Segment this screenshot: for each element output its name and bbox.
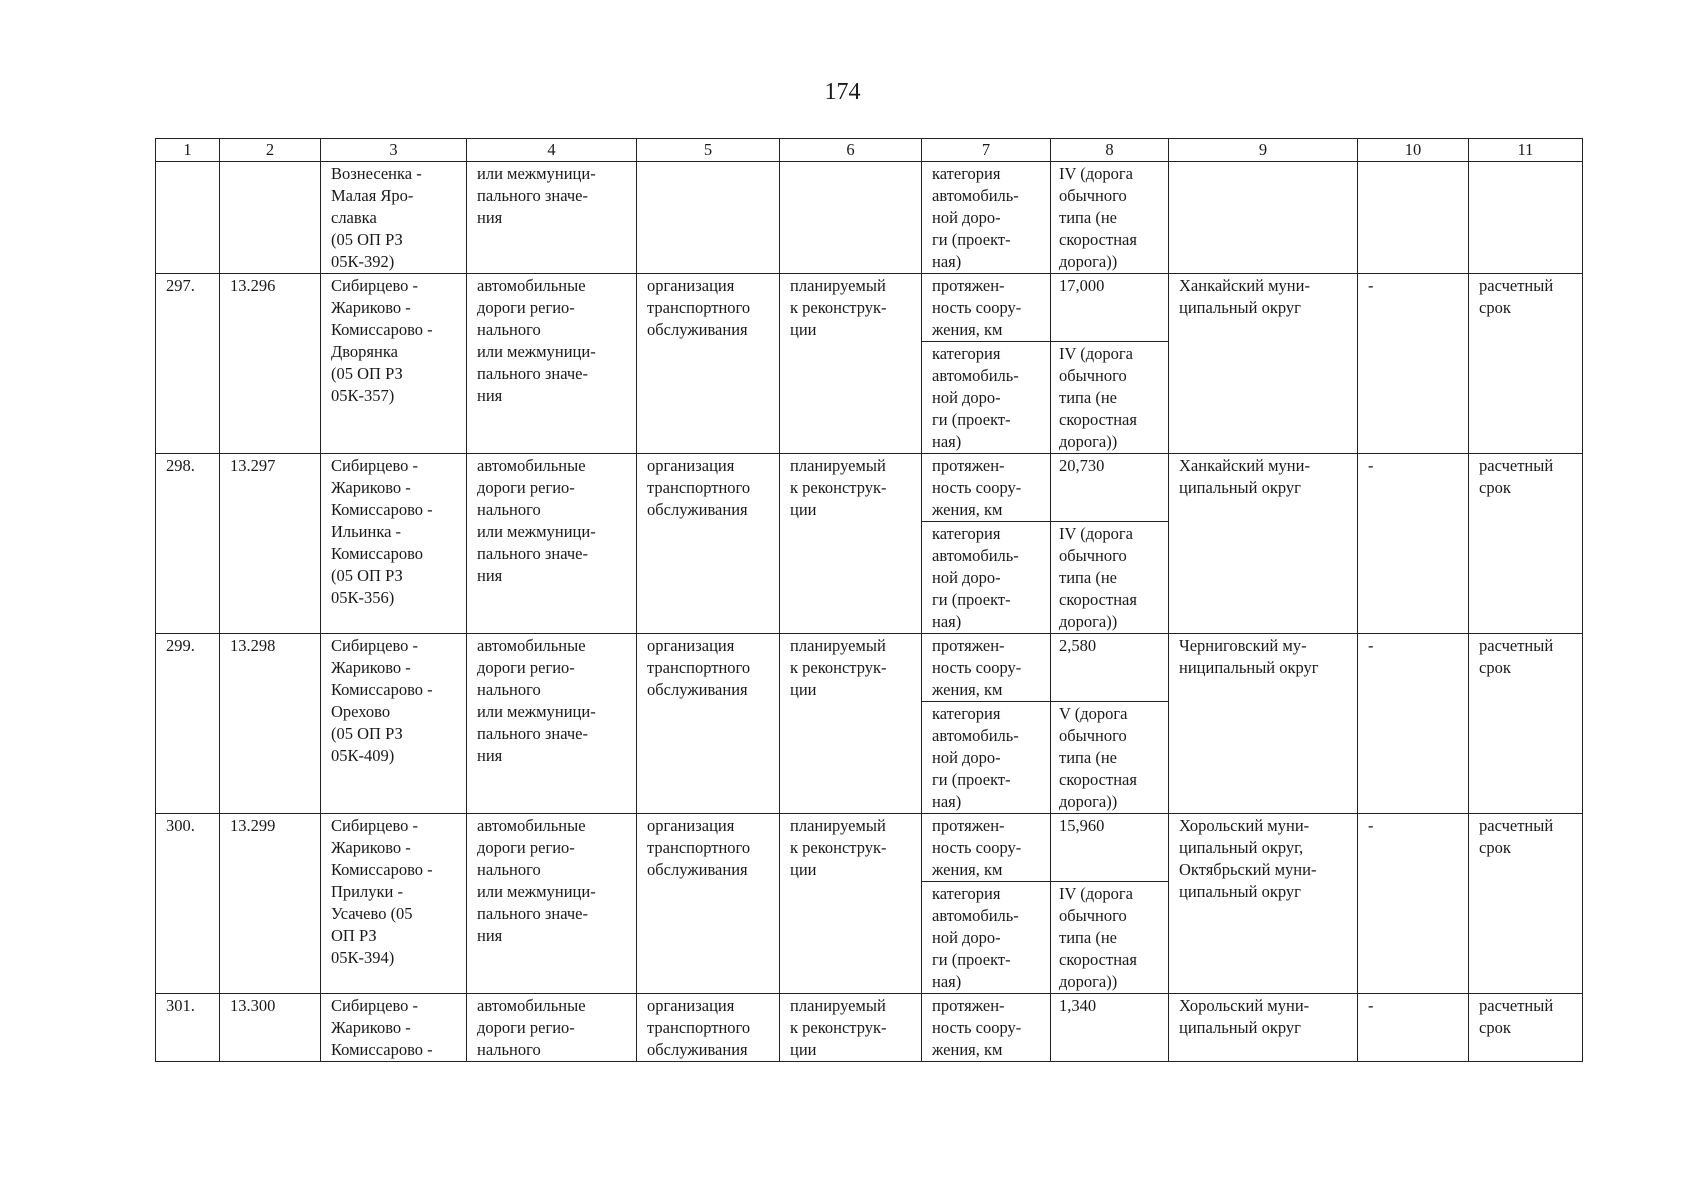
column-number: 6 (780, 139, 922, 162)
column-number: 1 (156, 139, 220, 162)
table-row (156, 814, 1583, 882)
table-row (156, 274, 1583, 342)
object-purpose: организация транспортного обслуживания (637, 454, 780, 634)
row-number: 301. (156, 994, 220, 1062)
road-significance: автомобильные дороги регио- нального или межмуници- пального значе- ния (467, 634, 637, 814)
table-row (156, 994, 1583, 1062)
road-name: Сибирцево - Жариково - Комиссарово - Ильинка - Комиссарово (05 ОП РЗ 05К-356) (321, 454, 467, 634)
object-status: планируемый к реконструк- ции (780, 814, 922, 994)
object-status: планируемый к реконструк- ции (780, 274, 922, 454)
column-number: 3 (321, 139, 467, 162)
table-row-continuation (156, 162, 1583, 274)
object-code: 13.298 (220, 634, 321, 814)
param-label: категория автомобиль- ной доро- ги (проект- ная) (922, 162, 1051, 274)
table-row (156, 454, 1583, 522)
road-significance: или межмуници- пального значе- ния (467, 162, 637, 274)
row-number: 297. (156, 274, 220, 454)
road-name: Сибирцево - Жариково - Комиссарово - (321, 994, 467, 1062)
param-value: IV (дорога обычного типа (не скоростная дорога)) (1051, 342, 1169, 454)
param-label: протяжен- ность соору- жения, км (922, 994, 1051, 1062)
road-objects-table (155, 138, 1583, 1062)
implementation-term: расчетный срок (1469, 454, 1583, 634)
column-number: 7 (922, 139, 1051, 162)
row-number: 300. (156, 814, 220, 994)
object-code: 13.296 (220, 274, 321, 454)
param-label: категория автомобиль- ной доро- ги (проект- ная) (922, 522, 1051, 634)
param-label: протяжен- ность соору- жения, км (922, 634, 1051, 702)
object-location: Ханкайский муни- ципальный округ (1169, 454, 1358, 634)
column-number: 11 (1469, 139, 1583, 162)
object-status: планируемый к реконструк- ции (780, 634, 922, 814)
implementation-term: расчетный срок (1469, 634, 1583, 814)
param-value: V (дорога обычного типа (не скоростная дорога)) (1051, 702, 1169, 814)
object-status: планируемый к реконструк- ции (780, 454, 922, 634)
column-10-value: - (1358, 454, 1469, 634)
implementation-term: расчетный срок (1469, 994, 1583, 1062)
param-value: 20,730 (1051, 454, 1169, 522)
column-number: 4 (467, 139, 637, 162)
param-label: протяжен- ность соору- жения, км (922, 454, 1051, 522)
column-10-value: - (1358, 274, 1469, 454)
object-location: Черниговский му- ниципальный округ (1169, 634, 1358, 814)
row-number: 299. (156, 634, 220, 814)
column-10-value: - (1358, 994, 1469, 1062)
object-purpose: организация транспортного обслуживания (637, 994, 780, 1062)
object-location: Ханкайский муни- ципальный округ (1169, 274, 1358, 454)
road-name: Сибирцево - Жариково - Комиссарово - Прилуки - Усачево (05 ОП РЗ 05К-394) (321, 814, 467, 994)
column-number: 10 (1358, 139, 1469, 162)
table-row (156, 634, 1583, 702)
object-code: 13.297 (220, 454, 321, 634)
object-purpose: организация транспортного обслуживания (637, 274, 780, 454)
object-purpose: организация транспортного обслуживания (637, 634, 780, 814)
param-label: категория автомобиль- ной доро- ги (проект- ная) (922, 882, 1051, 994)
param-value: 1,340 (1051, 994, 1169, 1062)
road-name: Сибирцево - Жариково - Комиссарово - Дворянка (05 ОП РЗ 05К-357) (321, 274, 467, 454)
object-status: планируемый к реконструк- ции (780, 994, 922, 1062)
column-number-row (156, 139, 1583, 162)
param-value: 2,580 (1051, 634, 1169, 702)
param-label: категория автомобиль- ной доро- ги (проект- ная) (922, 342, 1051, 454)
page-number: 174 (824, 79, 861, 105)
object-purpose: организация транспортного обслуживания (637, 814, 780, 994)
param-value: IV (дорога обычного типа (не скоростная дорога)) (1051, 882, 1169, 994)
object-code: 13.299 (220, 814, 321, 994)
param-value: 17,000 (1051, 274, 1169, 342)
implementation-term: расчетный срок (1469, 814, 1583, 994)
implementation-term: расчетный срок (1469, 274, 1583, 454)
object-location: Хорольский муни- ципальный округ (1169, 994, 1358, 1062)
road-significance: автомобильные дороги регио- нального или межмуници- пального значе- ния (467, 814, 637, 994)
param-label: протяжен- ность соору- жения, км (922, 274, 1051, 342)
column-10-value: - (1358, 634, 1469, 814)
column-10-value: - (1358, 814, 1469, 994)
column-number: 2 (220, 139, 321, 162)
road-significance: автомобильные дороги регио- нального (467, 994, 637, 1062)
road-significance: автомобильные дороги регио- нального или межмуници- пального значе- ния (467, 454, 637, 634)
road-significance: автомобильные дороги регио- нального или межмуници- пального значе- ния (467, 274, 637, 454)
param-value: IV (дорога обычного типа (не скоростная дорога)) (1051, 522, 1169, 634)
object-location: Хорольский муни- ципальный округ, Октябрьский муни- ципальный округ (1169, 814, 1358, 994)
object-code: 13.300 (220, 994, 321, 1062)
column-number: 5 (637, 139, 780, 162)
column-number: 9 (1169, 139, 1358, 162)
road-name: Сибирцево - Жариково - Комиссарово - Орехово (05 ОП РЗ 05К-409) (321, 634, 467, 814)
param-value: IV (дорога обычного типа (не скоростная дорога)) (1051, 162, 1169, 274)
param-value: 15,960 (1051, 814, 1169, 882)
param-label: протяжен- ность соору- жения, км (922, 814, 1051, 882)
param-label: категория автомобиль- ной доро- ги (проект- ная) (922, 702, 1051, 814)
road-name: Вознесенка - Малая Яро- славка (05 ОП РЗ 05К-392) (321, 162, 467, 274)
column-number: 8 (1051, 139, 1169, 162)
row-number: 298. (156, 454, 220, 634)
